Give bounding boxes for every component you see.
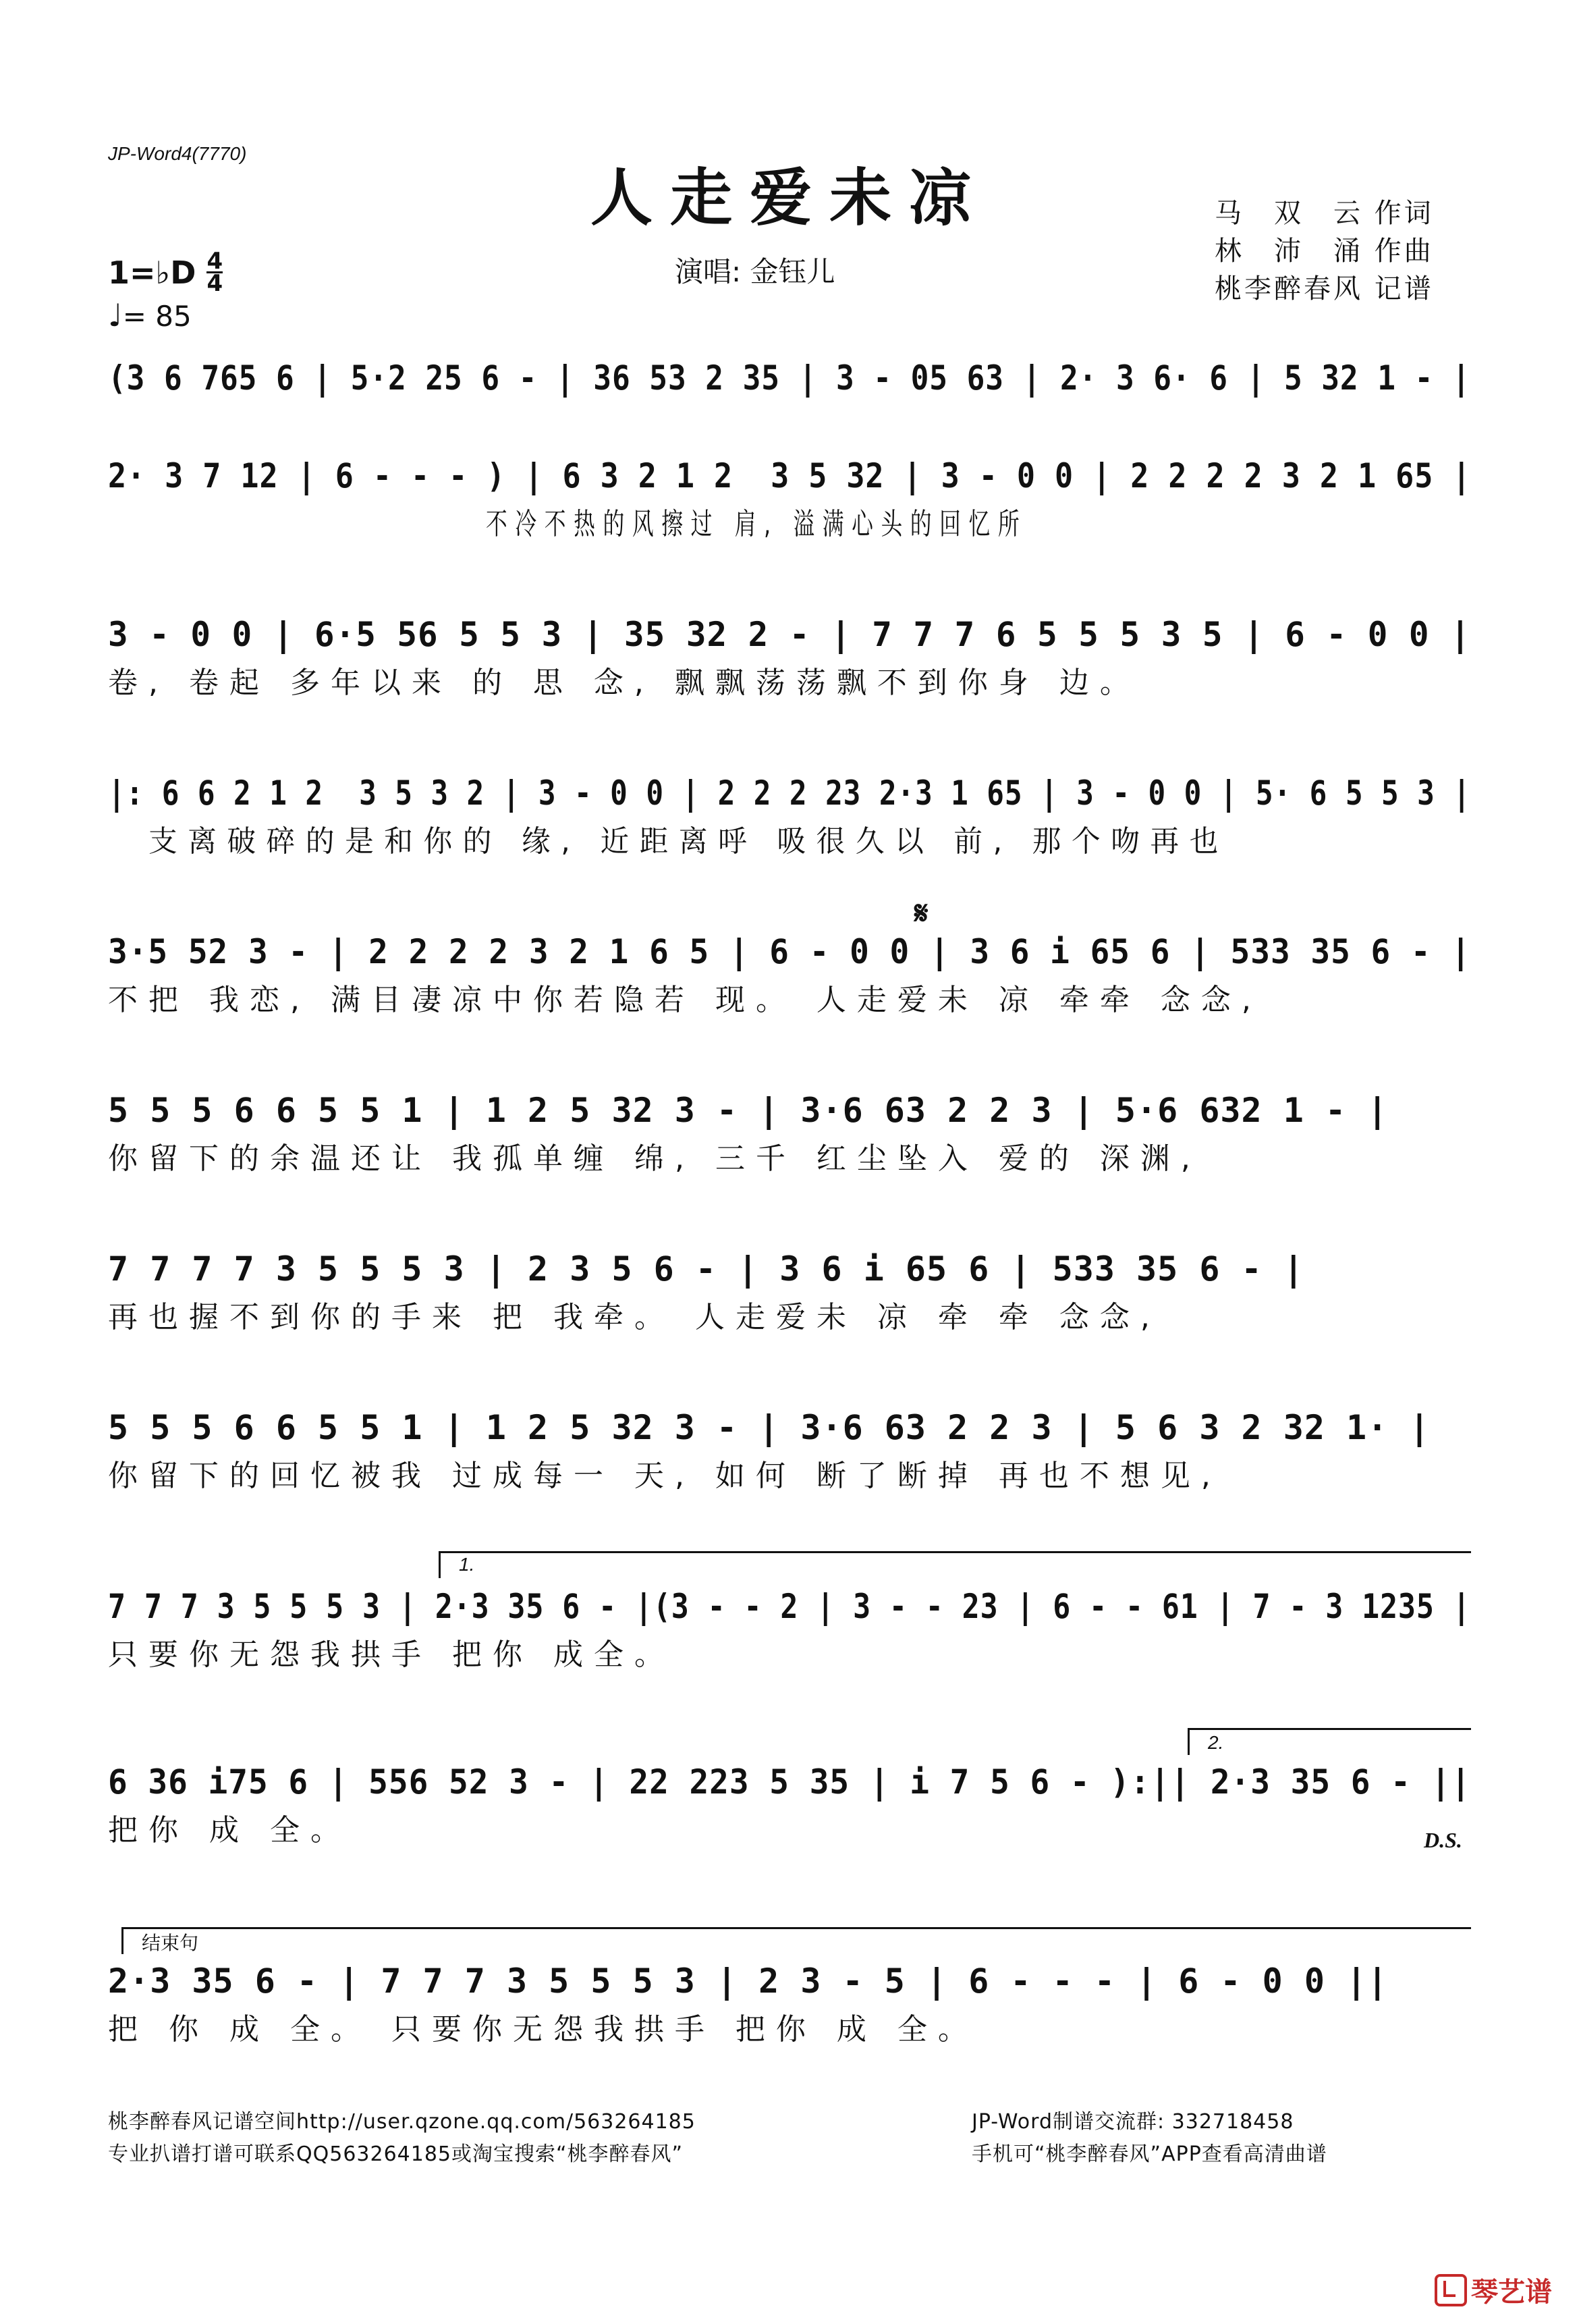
quarter-note-icon: ♩ — [108, 297, 123, 333]
lyrics-line: 再也握不到你的手来 把 我牵。 人走爱未 凉 牵 牵 念念, — [108, 1300, 1161, 1334]
tempo-value: = 85 — [122, 300, 192, 333]
lyrics-line: 只要你无怨我拱手 把你 成全。 — [108, 1638, 675, 1672]
score-row — [108, 449, 1471, 550]
ending-label: 结束句 — [142, 1932, 199, 1954]
lyrics-line: 支离破碎的是和你的 缘, 近距离呼 吸很久以 前, 那个吻再也 — [148, 824, 1229, 859]
software-tag: JP-Word4(7770) — [108, 143, 247, 164]
ending-bracket-tick — [121, 1927, 123, 1954]
volta-1-label: 1. — [459, 1554, 475, 1575]
ending-bracket — [121, 1927, 1471, 1929]
transcriber-credit: 桃李醉春风 记谱 — [1215, 273, 1434, 304]
score-row — [108, 1242, 1471, 1343]
notation-line: 5 5 5 6 6 5 5 1 | 1 2 5 32 3 - | 3·6 63 2 2 3 | 5·6 632 1 - | — [108, 1091, 1389, 1130]
footer-right — [972, 2106, 1327, 2171]
lyricist-credit: 马 双 云 作词 — [1215, 198, 1434, 229]
notation-line: 3·5 52 3 - | 2 2 2 2 3 2 1 6 5 | 6 - 0 0 | 3 6 i 65 6 | 533 35 6 - | — [108, 932, 1472, 971]
time-signature-top: 4 — [206, 248, 223, 275]
lyrics-line: 你留下的回忆被我 过成每一 天, 如何 断了断掉 再也不想见, — [108, 1459, 1221, 1493]
singer-credit: 演唱: 金钰儿 — [675, 255, 835, 288]
score-row — [108, 925, 1471, 1026]
ds-marking: D.S. — [1424, 1828, 1462, 1852]
lyrics-line: 你留下的余温还让 我孤单缠 绵, 三千 红尘坠入 爱的 深渊, — [108, 1141, 1201, 1176]
lyrics-line: 不把 我恋, 满目凄凉中你若隐若 现。 人走爱未 凉 牵牵 念念, — [108, 983, 1262, 1017]
lyrics-line: 把 你 成 全。 只要你无怨我拱手 把你 成 全。 — [108, 2012, 978, 2047]
notation-line: 2· 3 7 12 | 6 - - - ) | 6 3 2 1 2 3 5 32 | 3 - 0 0 | 2 2 2 2 3 2 1 65 | — [108, 456, 1472, 495]
score-row — [108, 1401, 1471, 1502]
watermark-logo — [1435, 2271, 1552, 2309]
lyrics-line — [108, 406, 1471, 447]
tempo-marking — [108, 297, 192, 333]
notation-line: 5 5 5 6 6 5 5 1 | 1 2 5 32 3 - | 3·6 63 2 2 3 | 5 6 3 2 32 1· | — [108, 1408, 1431, 1447]
lyrics-line: 不冷不热的风擦过 肩, 溢满心头的回忆所 — [486, 507, 1028, 541]
footer-left — [108, 2106, 696, 2171]
score-row — [108, 351, 1471, 452]
volta-2-label: 2. — [1208, 1732, 1224, 1753]
key-signature — [108, 248, 223, 297]
segno-sign: 𝄋 — [914, 894, 929, 932]
notation-line: 7 7 7 3 5 5 5 3 | 2·3 35 6 - |(3 - - 2 | 3 - - 23 | 6 - - 61 | 7 - 3 1235 | — [108, 1587, 1471, 1626]
volta-1-bracket — [439, 1551, 1471, 1553]
score-row — [108, 1579, 1471, 1681]
notation-line: (3 6 765 6 | 5·2 25 6 - | 36 53 2 35 | 3 - 05 63 | 2· 3 6· 6 | 5 32 1 - | — [108, 358, 1471, 398]
time-signature — [206, 248, 223, 297]
notation-line: 6 36 i75 6 | 556 52 3 - | 22 223 5 35 | i 7 5 6 - ):|| 2·3 35 6 - || — [108, 1762, 1472, 1802]
watermark-logo-icon — [1435, 2274, 1467, 2306]
lyrics-line: 卷, 卷起 多年以来 的 思 念, 飘飘荡荡飘不到你身 边。 — [108, 666, 1140, 700]
volta-2-bracket — [1188, 1728, 1471, 1730]
song-title: 人走爱未凉 — [590, 161, 989, 234]
score-row — [108, 1755, 1471, 1856]
score-row — [108, 1083, 1471, 1185]
score-row — [108, 766, 1471, 867]
watermark-text: 琴艺谱 — [1471, 2277, 1552, 2308]
volta-2-bracket-tick — [1188, 1728, 1190, 1755]
notation-line: 7 7 7 7 3 5 5 5 3 | 2 3 5 6 - | 3 6 i 65 6 | 533 35 6 - | — [108, 1249, 1304, 1289]
lyrics-line: 把你 成 全。 — [108, 1813, 351, 1847]
composer-credit: 林 沛 涌 作曲 — [1215, 236, 1434, 267]
score-row — [108, 607, 1471, 709]
footer-left-line-2: 专业扒谱打谱可联系QQ563264185或淘宝搜索“桃李醉春风” — [108, 2142, 684, 2166]
time-signature-bottom: 4 — [206, 270, 223, 297]
volta-1-bracket-tick — [439, 1551, 441, 1578]
footer-left-line-1: 桃李醉春风记谱空间http://user.qzone.qq.com/563264185 — [108, 2110, 696, 2134]
score-row — [108, 1954, 1471, 2055]
footer-right-line-1: JP-Word制谱交流群: 332718458 — [972, 2110, 1294, 2134]
footer-right-line-2: 手机可“桃李醉春风”APP查看高清曲谱 — [972, 2142, 1327, 2166]
credits-block — [1215, 194, 1434, 308]
notation-line: 3 - 0 0 | 6·5 56 5 5 3 | 35 32 2 - | 7 7 7 6 5 5 5 3 5 | 6 - 0 0 | — [108, 615, 1471, 654]
notation-line: 2·3 35 6 - | 7 7 7 3 5 5 5 3 | 2 3 - 5 | 6 - - - | 6 - 0 0 || — [108, 1962, 1389, 2001]
key-text: 1=♭D — [108, 254, 196, 291]
notation-line: |: 6 6 2 1 2 3 5 3 2 | 3 - 0 0 | 2 2 2 23 2·3 1 65 | 3 - 0 0 | 5· 6 5 5 3 | — [108, 774, 1471, 813]
